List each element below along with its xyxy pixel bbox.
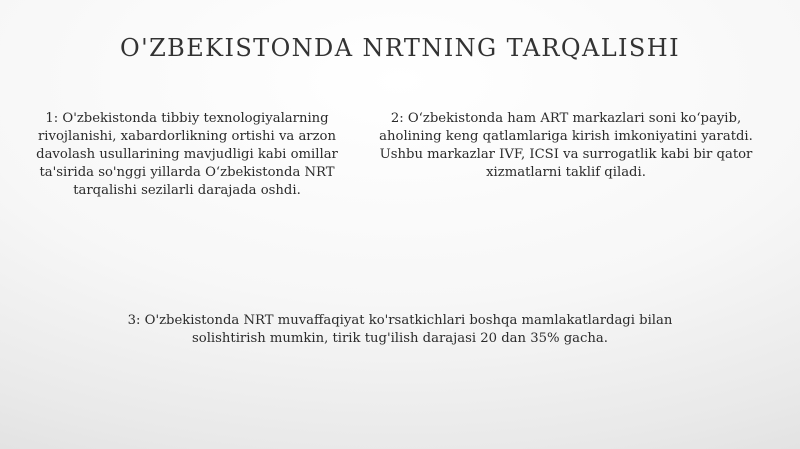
paragraph-2: 2: O‘zbekistonda ham ART markazlari soni ko‘payib, aholining keng qatlamlariga kirish imkoniyatini yaratdi. Ushbu markazlar IVF, ICSI va surrogatlik kabi bir qator xizmatlarni taklif qiladi.	[379, 111, 753, 180]
paragraph-3: 3: O'zbekistonda NRT muvaffaqiyat ko'rsatkichlari boshqa mamlakatlardagi bilan solishtirish mumkin, tirik tug'ilish darajasi 20 dan 35% gacha.	[127, 313, 673, 346]
paragraph-1: 1: O'zbekistonda tibbiy texnologiyalarning rivojlanishi, xabardorlikning ortishi va arzon davolash usullarining mavjudligi kabi omillar ta'sirida so'nggi yillarda O‘zbekistonda NRT tarqalishi sezilarli darajada oshdi.	[36, 111, 338, 198]
slide-title: O'ZBEKISTONDA NRTNING TARQALISHI	[120, 34, 680, 62]
